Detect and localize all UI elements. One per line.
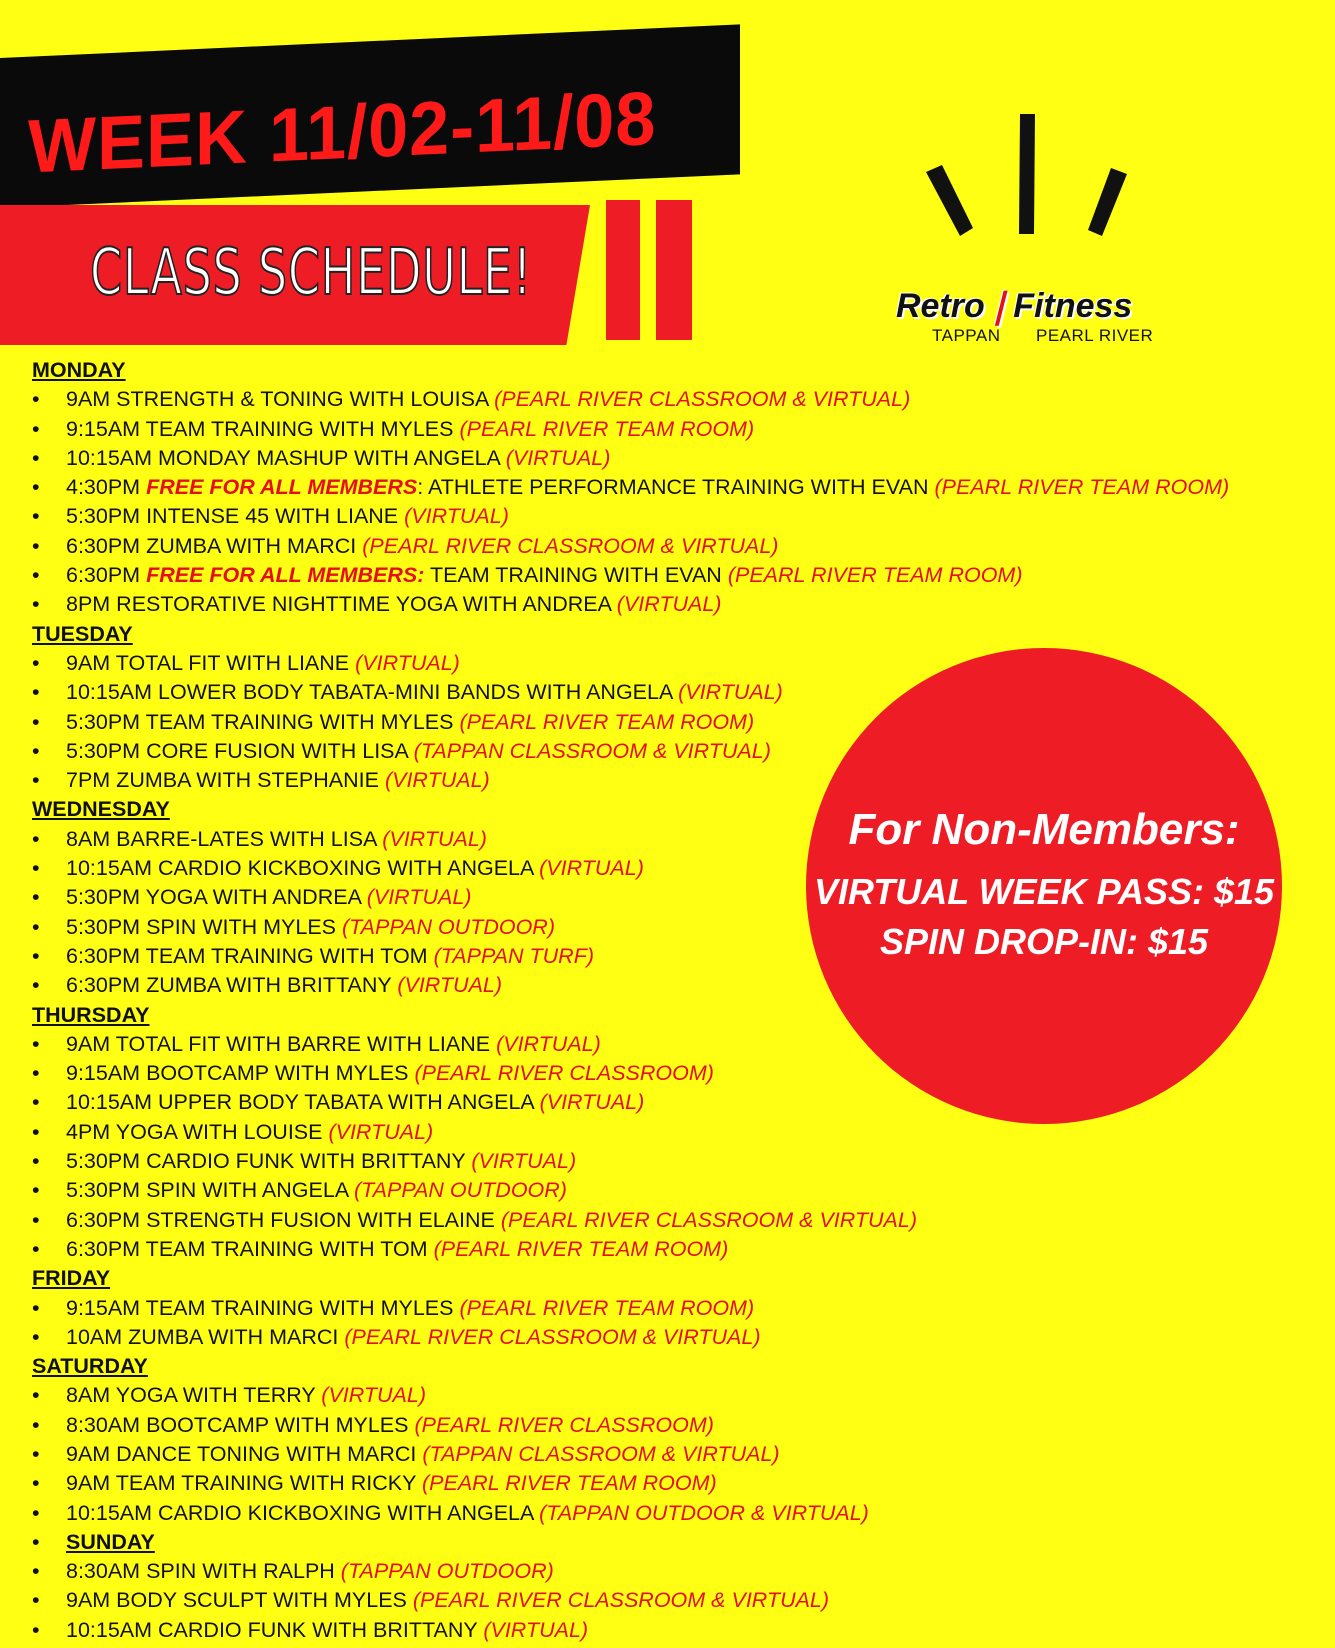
class-location: (PEARL RIVER CLASSROOM & VIRTUAL) xyxy=(500,1207,918,1232)
class-description: 5:30PM CORE FUSION WITH LISA xyxy=(66,738,414,763)
class-description: 8:30AM BOOTCAMP WITH MYLES xyxy=(66,1412,415,1437)
class-description: 5:30PM YOGA WITH ANDREA xyxy=(66,885,367,910)
logo-location-pearl-river: PEARL RIVER xyxy=(1036,326,1154,345)
class-location: (PEARL RIVER TEAM ROOM) xyxy=(727,563,1023,588)
class-description: 9AM TEAM TRAINING WITH RICKY xyxy=(66,1471,422,1496)
class-item xyxy=(32,502,1282,531)
class-location: (VIRTUAL) xyxy=(471,1149,577,1174)
class-item xyxy=(32,1411,1282,1440)
free-badge: FREE FOR ALL MEMBERS: xyxy=(146,563,425,588)
class-location: (PEARL RIVER TEAM ROOM) xyxy=(422,1471,717,1496)
class-description: 8PM RESTORATIVE NIGHTTIME YOGA WITH ANDREA xyxy=(66,592,617,617)
class-location: (PEARL RIVER CLASSROOM) xyxy=(414,1412,714,1437)
day-heading: SATURDAY xyxy=(32,1354,148,1379)
class-description: 9AM STRENGTH & TONING WITH LOUISA xyxy=(66,387,495,412)
class-item xyxy=(32,415,1282,444)
class-location: (TAPPAN OUTDOOR) xyxy=(341,914,555,939)
class-location: (VIRTUAL) xyxy=(505,445,611,470)
class-location: (PEARL RIVER TEAM ROOM) xyxy=(459,416,755,441)
class-description: 6:30PM ZUMBA WITH BRITTANY xyxy=(66,973,398,998)
class-description: 10:15AM CARDIO KICKBOXING WITH ANGELA xyxy=(66,1500,540,1525)
class-location: (VIRTUAL) xyxy=(397,973,503,998)
class-location: (PEARL RIVER CLASSROOM) xyxy=(414,1061,714,1086)
class-location: (VIRTUAL) xyxy=(496,1031,601,1056)
class-item xyxy=(32,1118,1282,1147)
class-description: 5:30PM SPIN WITH MYLES xyxy=(66,914,342,939)
day-heading: TUESDAY xyxy=(32,621,133,646)
class-item xyxy=(32,1323,1282,1352)
banner-stripe xyxy=(606,200,640,340)
logo-wordmark: Retro❘Fitness xyxy=(896,287,1133,325)
class-item xyxy=(32,1440,1282,1469)
retro-fitness-logo xyxy=(880,110,1180,350)
class-location: (VIRTUAL) xyxy=(404,504,509,529)
class-location: (PEARL RIVER TEAM ROOM) xyxy=(459,709,755,734)
page-subtitle: CLASS SCHEDULE! xyxy=(90,236,533,310)
class-time: 6:30PM xyxy=(66,563,147,588)
class-description: 5:30PM CARDIO FUNK WITH BRITTANY xyxy=(66,1149,472,1174)
class-item xyxy=(32,590,1282,619)
class-item xyxy=(32,1381,1282,1410)
class-item xyxy=(32,1206,1282,1235)
class-description: 6:30PM STRENGTH FUSION WITH ELAINE xyxy=(66,1207,501,1232)
class-item xyxy=(32,1586,1282,1615)
class-location: (TAPPAN CLASSROOM & VIRTUAL) xyxy=(422,1441,780,1466)
class-location: (PEARL RIVER TEAM ROOM) xyxy=(433,1236,729,1261)
class-location: (VIRTUAL) xyxy=(483,1617,589,1642)
class-description: 6:30PM TEAM TRAINING WITH TOM xyxy=(66,1236,434,1261)
class-description: 5:30PM SPIN WITH ANGELA xyxy=(66,1178,354,1203)
class-location: (PEARL RIVER CLASSROOM & VIRTUAL) xyxy=(494,387,911,412)
class-location: (VIRTUAL) xyxy=(366,885,472,910)
class-description: 9AM BODY SCULPT WITH MYLES xyxy=(66,1588,413,1613)
promo-title: For Non-Members: xyxy=(848,805,1240,854)
class-description: 9AM TOTAL FIT WITH LIANE xyxy=(66,650,356,675)
class-location: (VIRTUAL) xyxy=(678,680,783,705)
class-description: 5:30PM INTENSE 45 WITH LIANE xyxy=(66,504,405,529)
class-description: 4PM YOGA WITH LOUISE xyxy=(66,1119,329,1144)
class-description: 7PM ZUMBA WITH STEPHANIE xyxy=(66,768,385,793)
class-location: (PEARL RIVER CLASSROOM & VIRTUAL) xyxy=(362,533,779,558)
class-item xyxy=(32,385,1282,414)
class-description: 6:30PM TEAM TRAINING WITH TOM xyxy=(66,943,434,968)
day-heading: FRIDAY xyxy=(32,1266,111,1291)
class-location: (VIRTUAL) xyxy=(328,1119,434,1144)
class-location: (VIRTUAL) xyxy=(539,1090,645,1115)
logo-location-tappan: TAPPAN xyxy=(932,326,1001,345)
class-description: 9:15AM TEAM TRAINING WITH MYLES xyxy=(66,416,460,441)
week-title: WEEK 11/02-11/08 xyxy=(28,76,657,190)
class-description: 10:15AM CARDIO KICKBOXING WITH ANGELA xyxy=(66,856,540,881)
class-time: 4:30PM xyxy=(66,475,147,500)
class-location: (TAPPAN TURF) xyxy=(433,943,595,968)
class-description: TEAM TRAINING WITH EVAN xyxy=(424,563,728,588)
class-item xyxy=(32,1176,1282,1205)
class-description: 8AM YOGA WITH TERRY xyxy=(66,1383,322,1408)
class-description: 9AM TOTAL FIT WITH BARRE WITH LIANE xyxy=(66,1031,497,1056)
class-description: 9AM DANCE TONING WITH MARCI xyxy=(66,1441,423,1466)
class-description: : ATHLETE PERFORMANCE TRAINING WITH EVAN xyxy=(417,475,935,500)
class-location: (VIRTUAL) xyxy=(616,592,722,617)
class-item xyxy=(32,1235,1282,1264)
class-description: 9:15AM TEAM TRAINING WITH MYLES xyxy=(66,1295,460,1320)
class-item xyxy=(32,1616,1282,1645)
class-item xyxy=(32,532,1282,561)
class-location: (VIRTUAL) xyxy=(539,856,644,881)
class-description: 10AM ZUMBA WITH MARCI xyxy=(66,1324,345,1349)
day-heading: WEDNESDAY xyxy=(32,797,170,822)
day-heading-label: SUNDAY xyxy=(66,1529,155,1554)
class-description: 9:15AM BOOTCAMP WITH MYLES xyxy=(66,1061,415,1086)
class-description: 10:15AM CARDIO FUNK WITH BRITTANY xyxy=(66,1617,484,1642)
promo-virtual-pass: VIRTUAL WEEK PASS: $15 xyxy=(813,871,1275,912)
class-location: (VIRTUAL) xyxy=(355,650,460,675)
class-description: 10:15AM LOWER BODY TABATA-MINI BANDS WITH ANGELA xyxy=(66,680,679,705)
class-location: (PEARL RIVER CLASSROOM & VIRTUAL) xyxy=(344,1324,761,1349)
class-location: (VIRTUAL) xyxy=(384,768,490,793)
class-item xyxy=(32,1147,1282,1176)
class-item xyxy=(32,444,1282,473)
class-item xyxy=(32,1294,1282,1323)
sunburst-icon xyxy=(880,110,1180,290)
class-location: (TAPPAN OUTDOOR & VIRTUAL) xyxy=(539,1500,869,1525)
class-item xyxy=(32,1469,1282,1498)
class-item xyxy=(32,561,1282,590)
class-item xyxy=(32,473,1282,502)
class-description: 10:15AM UPPER BODY TABATA WITH ANGELA xyxy=(66,1090,540,1115)
banner-stripe xyxy=(656,200,692,340)
non-member-promo xyxy=(806,648,1282,1124)
class-location: (TAPPAN OUTDOOR) xyxy=(340,1559,554,1584)
class-location: (VIRTUAL) xyxy=(321,1383,427,1408)
class-item xyxy=(32,1499,1282,1528)
class-item xyxy=(32,1557,1282,1586)
class-location: (PEARL RIVER CLASSROOM & VIRTUAL) xyxy=(412,1588,830,1613)
class-description: 6:30PM ZUMBA WITH MARCI xyxy=(66,533,363,558)
day-heading: MONDAY xyxy=(32,358,126,382)
class-description: 8:30AM SPIN WITH RALPH xyxy=(66,1559,341,1584)
class-location: (VIRTUAL) xyxy=(382,826,487,851)
class-description: 8AM BARRE-LATES WITH LISA xyxy=(66,826,383,851)
class-location: (TAPPAN CLASSROOM & VIRTUAL) xyxy=(413,738,771,763)
promo-spin-drop-in: SPIN DROP-IN: $15 xyxy=(879,921,1209,962)
free-badge: FREE FOR ALL MEMBERS xyxy=(146,475,418,500)
class-description: 10:15AM MONDAY MASHUP WITH ANGELA xyxy=(66,445,506,470)
day-heading: THURSDAY xyxy=(32,1002,150,1027)
class-description: 5:30PM TEAM TRAINING WITH MYLES xyxy=(66,709,460,734)
class-location: (TAPPAN OUTDOOR) xyxy=(353,1178,567,1203)
class-location: (PEARL RIVER TEAM ROOM) xyxy=(459,1295,755,1320)
day-heading xyxy=(32,1528,1282,1557)
class-location: (PEARL RIVER TEAM ROOM) xyxy=(934,475,1230,500)
